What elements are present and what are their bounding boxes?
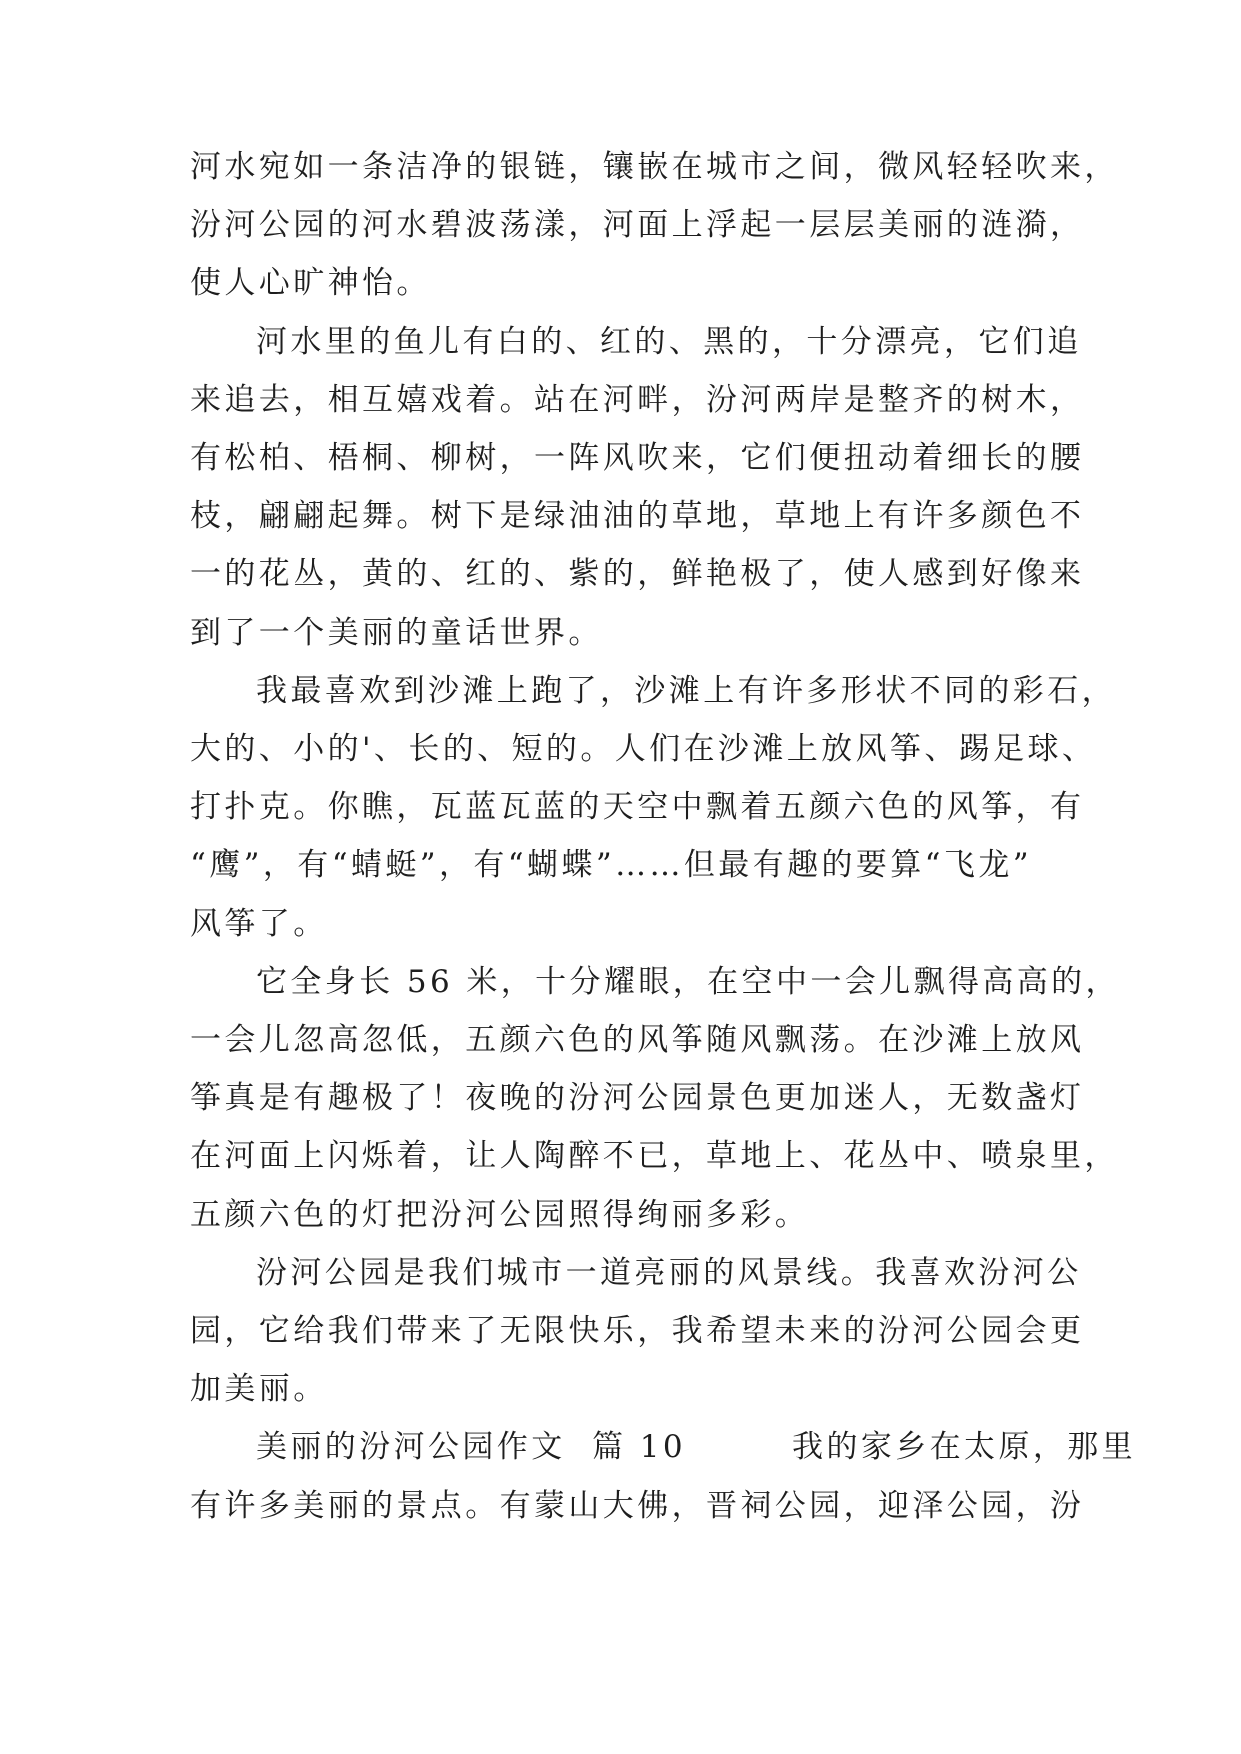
text-line: 园，它给我们带来了无限快乐，我希望未来的汾河公园会更: [190, 1313, 1085, 1350]
text-line: 打扑克。你瞧，瓦蓝瓦蓝的天空中飘着五颜六色的风筝，有: [190, 789, 1085, 826]
text-line: 有许多美丽的景点。有蒙山大佛，晋祠公园，迎泽公园，汾: [190, 1487, 1085, 1524]
document-body: [190, 138, 1137, 1535]
text-line: 河水里的鱼儿有白的、红的、黑的，十分漂亮，它们追: [256, 323, 1082, 360]
text-line: 一会儿忽高忽低，五颜六色的风筝随风飘荡。在沙滩上放风: [190, 1022, 1085, 1059]
text-line: 在河面上闪烁着，让人陶醉不已，草地上、花丛中、喷泉里，: [190, 1138, 1119, 1175]
text-line: 筝真是有趣极了！夜晚的汾河公园景色更加迷人，无数盏灯: [190, 1080, 1085, 1117]
text-line: 风筝了。: [190, 905, 328, 942]
text-line: 有松柏、梧桐、柳树，一阵风吹来，它们便扭动着细长的腰: [190, 440, 1085, 477]
text-line: 使人心旷神怡。: [190, 265, 431, 302]
text-line: 五颜六色的灯把汾河公园照得绚丽多彩。: [190, 1196, 810, 1233]
text-line: 它全身长 56 米，十分耀眼，在空中一会儿飘得高高的，: [256, 963, 1120, 1000]
text-line: 美丽的汾河公园作文 篇 10 我的家乡在太原，那里: [256, 1429, 1137, 1466]
text-line: 汾河公园是我们城市一道亮丽的风景线。我喜欢汾河公: [256, 1254, 1082, 1291]
text-line: 枝，翩翩起舞。树下是绿油油的草地，草地上有许多颜色不: [190, 498, 1085, 535]
text-line: 来追去，相互嬉戏着。站在河畔，汾河两岸是整齐的树木，: [190, 381, 1085, 418]
text-line: 大的、小的'、长的、短的。人们在沙滩上放风筝、踢足球、: [190, 731, 1097, 768]
text-line: 到了一个美丽的童话世界。: [190, 614, 603, 651]
text-line: 汾河公园的河水碧波荡漾，河面上浮起一层层美丽的涟漪，: [190, 207, 1085, 244]
text-line: 我最喜欢到沙滩上跑了，沙滩上有许多形状不同的彩石，: [256, 672, 1116, 709]
text-line: 一的花丛，黄的、红的、紫的，鲜艳极了，使人感到好像来: [190, 556, 1085, 593]
text-line: 加美丽。: [190, 1371, 328, 1408]
text-line: “鹰”，有“蜻蜓”，有“蝴蝶”……但最有趣的要算“飞龙”: [190, 847, 1032, 884]
text-line: 河水宛如一条洁净的银链，镶嵌在城市之间，微风轻轻吹来，: [190, 149, 1119, 185]
